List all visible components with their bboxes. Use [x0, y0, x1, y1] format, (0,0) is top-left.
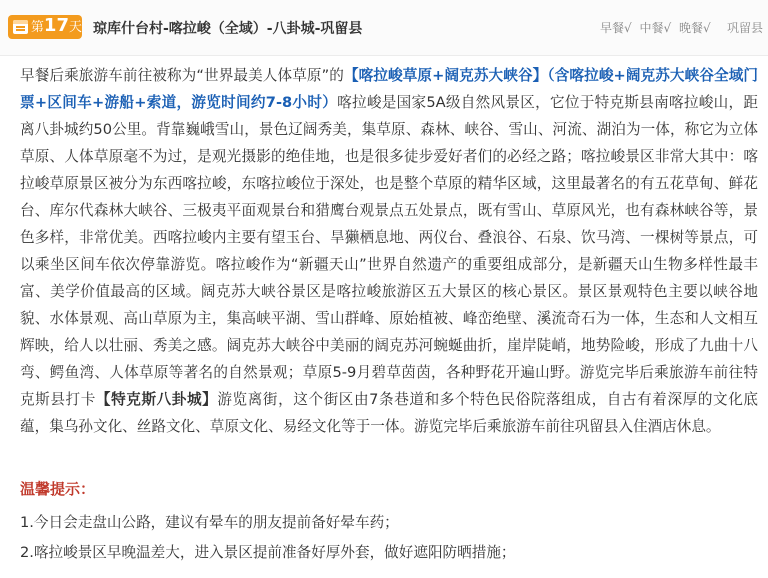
- description-text-3: 游览离街，这个街区由7条巷道和多个特色民俗院落组成，自古有着深厚的文化底蕴，集乌孙文化、丝路文化、草原文化、易经文化等于一体。游览完毕后乘旅游车前往巩留县入住酒店休息。: [20, 391, 758, 435]
- day-header: [0, 0, 768, 56]
- description-text-2: 喀拉峻是国家5A级自然风景区，它位于特克斯县南喀拉峻山，距离八卦城约50公里。背靠巍峨雪山，景色辽阔秀美，集草原、森林、峡谷、雪山、河流、湖泊为一体，称它为立体草原、人体草原毫不为过，是观光摄影的绝佳地，也是很多徒步爱好者们的必经之路；喀拉峻景区非常大其中：喀拉峻草原景区被分为东西喀拉峻，东喀拉峻位于深处，也是整个草原的精华区域，这里最著名的有五花草甸、鲜花台、库尔代森林大峡谷、三极夷平面观景台和猎鹰台观景点五处景点，既有雪山、草原风光，也有森林峡谷等，景色多样，非常优美。西喀拉峻内主要有望玉台、旱獭栖息地、两仪台、叠浪谷、石泉、饮马湾、一棵树等景点，可以乘坐区间车依次停靠游览。喀拉峻作为“新疆天山”世界自然遗产的重要组成部分，是新疆天山生物多样性最丰富、美学价值最高的区域。阔克苏大峡谷景区是喀拉峻旅游区五大景区的核心景区。景区景观特色主要以峡谷地貌、水体景观、高山草原为主，集高峡平湖、雪山群峰、原始植被、峰峦绝壁、溪流奇石为一体，生态和人文相互辉映，给人以壮丽、秀美之感。阔克苏大峡谷中美丽的阔克苏河蜿蜒曲折，崖岸陡峭，地势险峻，形成了九曲十八弯、鳄鱼湾、人体草原等著名的自然景观；草原5-9月碧草茵茵，各种野花开遍山野。游览完毕后乘旅游车前往特克斯县打卡: [20, 94, 758, 408]
- day-number: 17: [43, 15, 69, 36]
- tips-list: [20, 510, 760, 570]
- day-suffix: 天: [68, 20, 82, 35]
- tip-item: 2.喀拉峻景区早晚温差大，进入景区提前准备好厚外套，做好遮阳防晒措施；: [20, 544, 516, 561]
- accommodation: 巩留县: [727, 21, 764, 35]
- day-badge: [8, 15, 82, 39]
- meals-info: [600, 19, 715, 36]
- day-prefix: 第: [30, 20, 44, 35]
- description-paragraph: [20, 62, 758, 440]
- day-description: [20, 62, 758, 440]
- calendar-icon: [13, 20, 28, 34]
- meal-breakfast: 早餐√: [600, 21, 632, 35]
- highlight-karajun: 【喀拉峻草原+阔克苏大峡谷】（含喀拉峻+阔克苏大峡谷全域门票+区间车+游船+索道，游览时间约7-8小时）: [20, 67, 758, 111]
- tips-title: 温馨提示：: [20, 480, 96, 498]
- highlight-bagua-city: 【特克斯八卦城】: [95, 391, 218, 408]
- day-label: [31, 14, 82, 40]
- route-title: 琼库什台村-喀拉峻（全域）-八卦城-巩留县: [93, 21, 363, 37]
- meal-lunch: 中餐√: [639, 21, 672, 35]
- tip-item: 1.今日会走盘山公路，建议有晕车的朋友提前备好晕车药；: [20, 514, 399, 531]
- meal-dinner: 晚餐√: [678, 21, 711, 35]
- description-text-1: 早餐后乘旅游车前往被称为“世界最美人体草原”的: [20, 67, 344, 84]
